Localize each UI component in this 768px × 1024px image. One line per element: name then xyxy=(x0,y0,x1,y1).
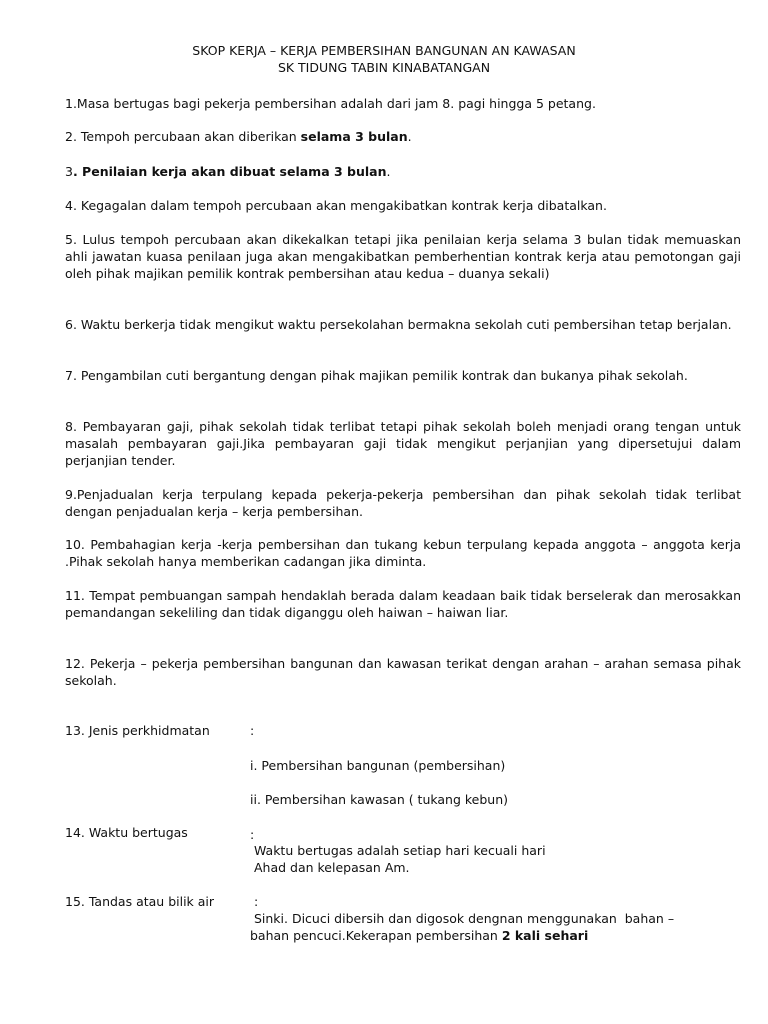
heading-line-1: SKOP KERJA – KERJA PEMBERSIHAN BANGUNAN AN KAWASAN xyxy=(192,43,576,58)
item-3-end: . xyxy=(386,164,391,179)
item-7: 7. Pengambilan cuti bergantung dengan pihak majikan pemilik kontrak dan bukanya pihak sekolah. xyxy=(65,368,688,383)
item-13-label: 13. Jenis perkhidmatan xyxy=(65,723,210,738)
item-10: 10. Pembahagian kerja -kerja pembersihan dan tukang kebun terpulang kepada anggota – anggota kerja .Pihak sekolah hanya memberikan cadangan jika diminta. xyxy=(65,537,741,569)
item-14-line-2: Ahad dan kelepasan Am. xyxy=(250,860,410,875)
item-4: 4. Kegagalan dalam tempoh percubaan akan mengakibatkan kontrak kerja dibatalkan. xyxy=(65,198,607,213)
item-3-bold: . Penilaian kerja akan dibuat selama 3 bulan xyxy=(72,164,387,179)
item-8: 8. Pembayaran gaji, pihak sekolah tidak terlibat tetapi pihak sekolah boleh menjadi orang tengan untuk masalah pembayaran gaji.Jika pembayaran gaji tidak mengikut perjanjian yang dipersetujui dalam perjanjian tender. xyxy=(65,419,741,468)
heading-line-2: SK TIDUNG TABIN KINABATANGAN xyxy=(277,60,491,75)
item-12: 12. Pekerja – pekerja pembersihan bangunan dan kawasan terikat dengan arahan – arahan semasa pihak sekolah. xyxy=(65,656,741,688)
item-6: 6. Waktu berkerja tidak mengikut waktu persekolahan bermakna sekolah cuti pembersihan tetap berjalan. xyxy=(65,317,732,332)
item-3-number: 3 xyxy=(65,164,73,179)
item-15-colon: : xyxy=(250,894,259,909)
item-13-option-2: ii. Pembersihan kawasan ( tukang kebun) xyxy=(250,792,509,807)
item-2-text: 2. Tempoh percubaan akan diberikan xyxy=(65,129,301,144)
item-1: 1.Masa bertugas bagi pekerja pembersihan adalah dari jam 8. pagi hingga 5 petang. xyxy=(65,96,596,111)
item-15-line-2 xyxy=(250,927,730,944)
item-2 xyxy=(65,128,741,145)
item-2-bold: selama 3 bulan xyxy=(300,129,408,144)
item-15-line-2-text: bahan pencuci.Kekerapan pembersihan xyxy=(250,928,502,943)
item-14-colon: : xyxy=(250,827,255,842)
item-9: 9.Penjadualan kerja terpulang kepada pekerja-pekerja pembersihan dan pihak sekolah tidak terlibat dengan penjadualan kerja – kerja pembersihan. xyxy=(65,487,741,519)
item-5: 5. Lulus tempoh percubaan akan dikekalkan tetapi jika penilaian kerja selama 3 bulan tidak memuaskan ahli jawatan kuasa penilaan juga akan mengakibatkan pemberhentian kontrak kerja atau pemotongan gaji oleh pihak majikan pemilik kontrak pembersihan atau kedua – duanya sekali) xyxy=(65,232,741,281)
item-15-line-1: Sinki. Dicuci dibersih dan digosok dengnan menggunakan bahan – xyxy=(250,911,675,926)
item-14-label: 14. Waktu bertugas xyxy=(65,825,188,840)
item-2-end: . xyxy=(407,129,412,144)
item-15-frequency: 2 kali sehari xyxy=(501,928,589,943)
item-3 xyxy=(65,163,741,180)
item-15-label: 15. Tandas atau bilik air xyxy=(65,894,215,909)
item-11: 11. Tempat pembuangan sampah hendaklah berada dalam keadaan baik tidak berselerak dan merosakkan pemandangan sekeliling dan tidak diganggu oleh haiwan – haiwan liar. xyxy=(65,588,741,620)
item-14-line-1: Waktu bertugas adalah setiap hari kecuali hari xyxy=(250,843,546,858)
item-13-colon: : xyxy=(250,723,255,738)
item-13-option-1: i. Pembersihan bangunan (pembersihan) xyxy=(250,758,506,773)
